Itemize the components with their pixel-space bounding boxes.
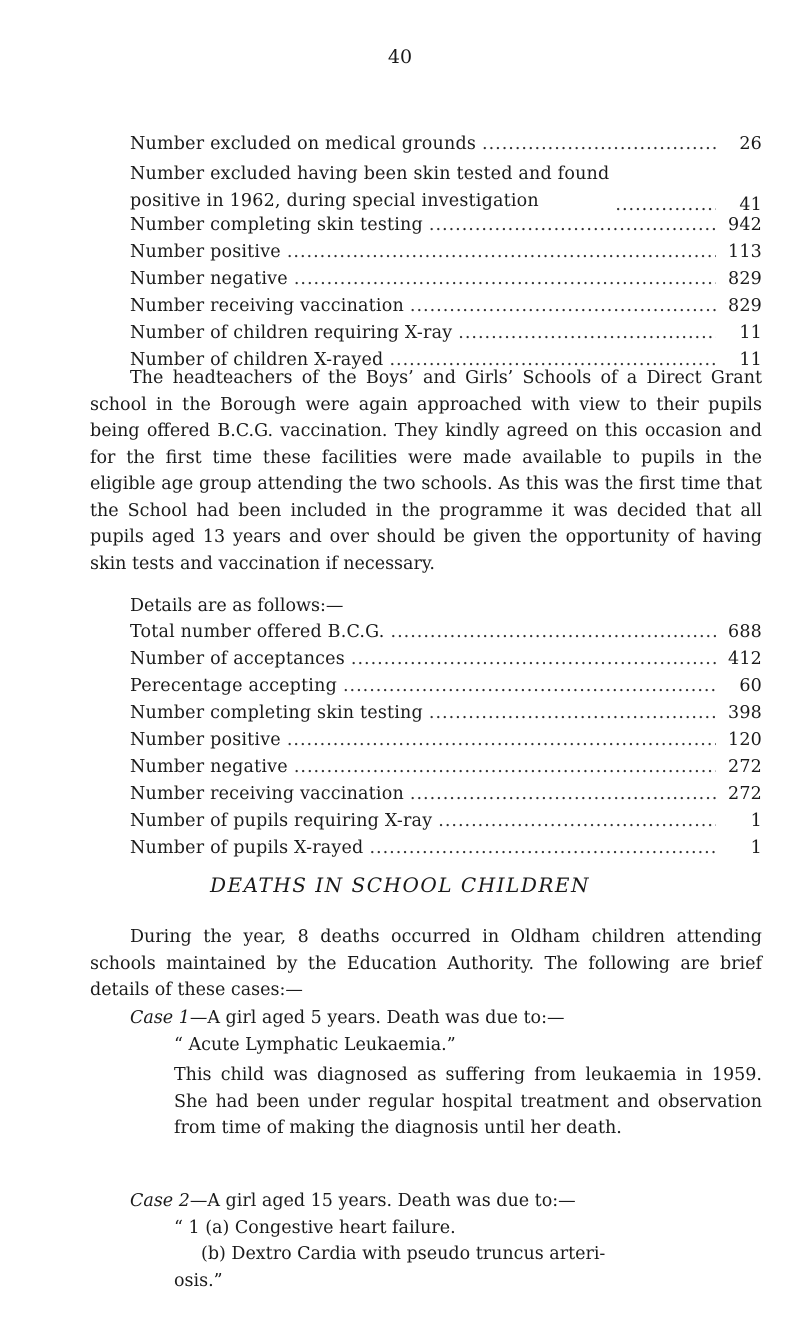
stat-label: Number of children requiring X-ray — [130, 323, 453, 343]
stat-label-line1: Number excluded having been skin tested and found — [130, 164, 610, 184]
stat-value: 41 — [739, 195, 762, 215]
stat-label: Number negative — [130, 757, 288, 777]
stat-value: 60 — [739, 676, 762, 696]
stat-row — [130, 730, 762, 757]
stat-row — [130, 784, 762, 811]
leader-dots — [429, 703, 716, 723]
stat-label: Number of pupils requiring X-ray — [130, 811, 433, 831]
stat-value: 120 — [727, 730, 762, 750]
stat-label: Perecentage accepting — [130, 676, 337, 696]
case-intro: —A girl aged 5 years. Death was due to:— — [189, 1008, 565, 1028]
leader-dots — [458, 323, 716, 343]
leader-dots — [410, 296, 716, 316]
stat-row — [130, 215, 762, 242]
stat-value: 398 — [727, 703, 762, 723]
stat-value: 26 — [739, 134, 762, 154]
stat-row — [130, 676, 762, 703]
stat-row — [130, 323, 762, 350]
stat-label: Number receiving vaccination — [130, 784, 404, 804]
stat-row — [130, 269, 762, 296]
leader-dots — [410, 784, 716, 804]
case-label: Case 2 — [130, 1191, 190, 1211]
stat-value: 272 — [727, 784, 762, 804]
stat-row — [130, 811, 762, 838]
stat-label: Total number offered B.C.G. — [130, 622, 385, 642]
stat-label: Number excluded on medical grounds — [130, 134, 477, 154]
stat-label-line2: positive in 1962, during special investigation — [130, 191, 539, 211]
stat-label: Number of pupils X-rayed — [130, 838, 364, 858]
stat-row — [130, 622, 762, 649]
stat-value: 688 — [727, 622, 762, 642]
section-heading: DEATHS IN SCHOOL CHILDREN — [209, 873, 591, 897]
case-2 — [130, 1188, 762, 1294]
direct-grant-paragraph: The headteachers of the Boys’ and Girls’ Schools of a Direct Grant school in the Borough were again approached with view to their pupils being offered B.C.G. vaccination. They kindly agreed on this occasion and for the first time these facilities were made available to pupils in the eligible age group attending the two schools. As this was the first time that the School had been included in the programme it was decided that all pupils aged 13 years and over should be given the opportunity of having skin tests and vaccination if necessary. — [90, 368, 762, 574]
leader-dots — [391, 622, 716, 642]
stat-row — [130, 161, 762, 215]
leader-dots — [482, 134, 716, 154]
leader-dots — [343, 676, 716, 696]
stat-label: Number positive — [130, 242, 281, 262]
stat-value: 829 — [727, 269, 762, 289]
stat-value: 113 — [727, 242, 762, 262]
stat-row — [130, 703, 762, 730]
stat-row — [130, 242, 762, 269]
details-intro: Details are as follows:— — [130, 596, 344, 616]
leader-dots — [287, 730, 716, 750]
stat-value: 1 — [750, 838, 762, 858]
stat-label: Number receiving vaccination — [130, 296, 404, 316]
stat-row — [130, 757, 762, 784]
leader-dots — [369, 838, 716, 858]
case-label: Case 1 — [130, 1008, 190, 1028]
case-1 — [130, 1005, 762, 1142]
stat-label: Number positive — [130, 730, 281, 750]
stat-row — [130, 134, 762, 161]
stat-label — [130, 161, 609, 215]
leader-dots — [351, 649, 716, 669]
stat-label: Number of children X-rayed — [130, 350, 384, 370]
leader-dots — [294, 269, 716, 289]
stat-row — [130, 838, 762, 865]
stat-value: 272 — [727, 757, 762, 777]
case-heading — [130, 1188, 762, 1215]
death-cause-a: “ 1 (a) Congestive heart failure. — [174, 1217, 456, 1238]
death-cause-b-cont: osis.” — [174, 1270, 223, 1291]
stat-row — [130, 296, 762, 323]
death-causes — [130, 1215, 762, 1295]
stat-value: 11 — [739, 323, 762, 343]
leader-dots — [615, 195, 716, 215]
stat-label: Number completing skin testing — [130, 215, 423, 235]
bcg-children-stats — [130, 134, 762, 377]
stat-row — [130, 649, 762, 676]
death-cause-b: (b) Dextro Cardia with pseudo truncus arteri- — [201, 1244, 606, 1264]
stat-label: Number negative — [130, 269, 288, 289]
leader-dots — [429, 215, 716, 235]
stat-label: Number completing skin testing — [130, 703, 423, 723]
leader-dots — [294, 757, 716, 777]
leader-dots — [287, 242, 716, 262]
stat-value: 412 — [727, 649, 762, 669]
page-number: 40 — [387, 46, 413, 68]
leader-dots — [438, 811, 716, 831]
stat-value: 829 — [727, 296, 762, 316]
deaths-paragraph: During the year, 8 deaths occurred in Oldham children attending schools maintained by the Education Authority. The following are brief details of these cases:— — [90, 927, 762, 1000]
stat-value: 11 — [739, 350, 762, 370]
bcg-pupils-stats — [130, 622, 762, 865]
death-cause: “ Acute Lymphatic Leukaemia.” — [174, 1034, 456, 1055]
case-description: This child was diagnosed as suffering from leukaemia in 1959. She had been under regular hospital treatment and observation from time of making the diagnosis until her death. — [174, 1065, 762, 1138]
stat-label: Number of acceptances — [130, 649, 345, 669]
case-heading — [130, 1005, 762, 1032]
stat-value: 942 — [727, 215, 762, 235]
stat-value: 1 — [750, 811, 762, 831]
case-intro: —A girl aged 15 years. Death was due to:— — [189, 1191, 576, 1211]
